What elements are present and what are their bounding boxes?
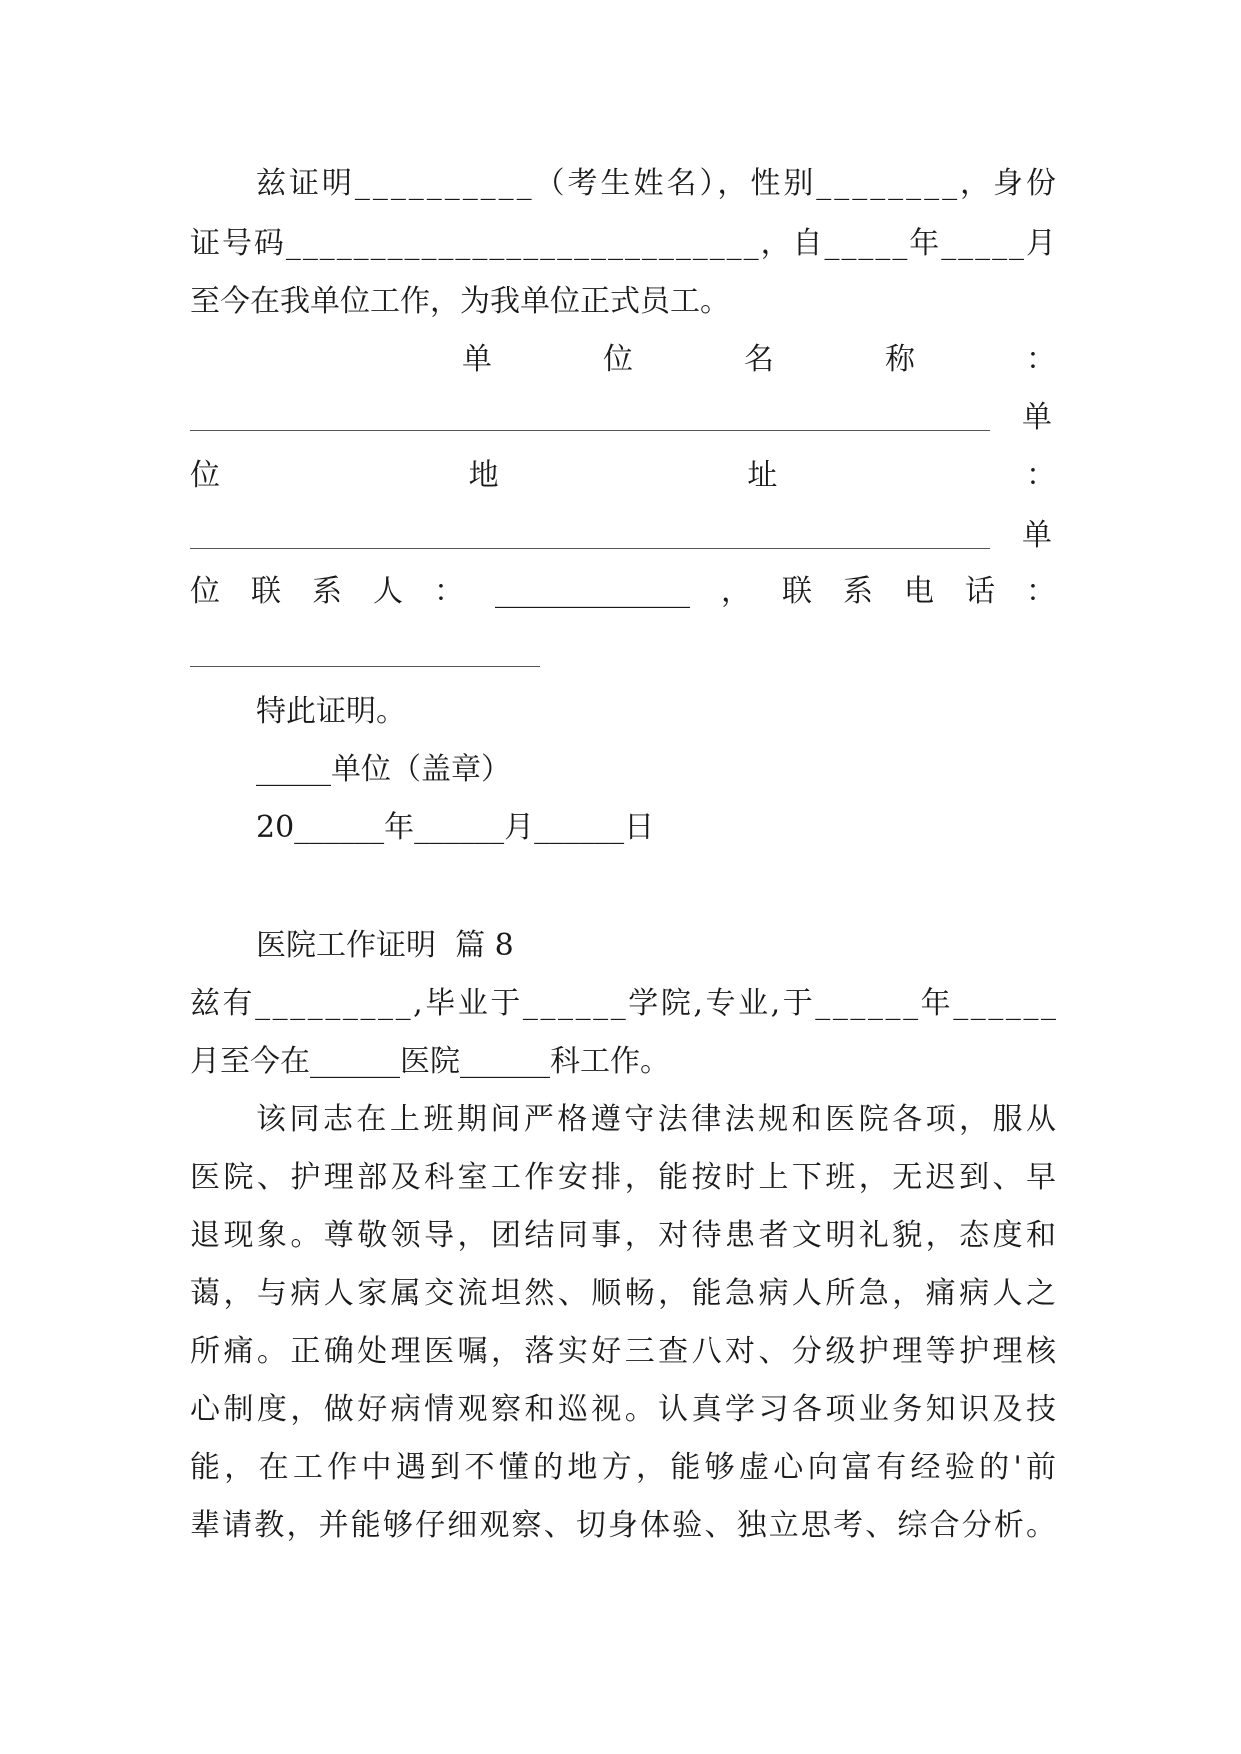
- unit-address-label: [190, 456, 1056, 496]
- p2-line-8: [190, 1390, 1060, 1430]
- contact-char: 联: [251, 574, 281, 609]
- contact-char: 系: [843, 574, 873, 609]
- p2-line-7-text: 所痛。正确处理医嘱，落实好三查八对、分级护理等护理核: [190, 1334, 1060, 1369]
- contact-char: 位: [190, 574, 220, 609]
- unit-name-char: ：: [1026, 342, 1056, 377]
- p2-line-4: [190, 1158, 1060, 1198]
- p1-line-3: 至今在我单位工作，为我单位正式员工。: [190, 284, 730, 319]
- unit-address-char: 址: [747, 458, 778, 493]
- p2-line-1-text: 兹有_________,毕业于______学院,专业,于______年______: [190, 986, 1059, 1021]
- p1-line-1: [256, 164, 1059, 204]
- seal-line: _____单位（盖章）: [256, 752, 511, 787]
- contact-person-blank: _____________: [495, 574, 690, 609]
- p2-line-1: [190, 984, 1059, 1024]
- contact-char: 电: [904, 574, 934, 609]
- contact-char: 话: [965, 574, 995, 609]
- closing-text: 特此证明。: [256, 694, 406, 729]
- p2-line-3: [256, 1100, 1060, 1140]
- p2-line-6: [190, 1274, 1060, 1314]
- contact-char: ，: [721, 574, 751, 609]
- p2-line-8-text: 心制度，做好病情观察和巡视。认真学习各项业务知识及技: [190, 1392, 1060, 1427]
- p2-line-4-text: 医院、护理部及科室工作安排，能按时上下班，无迟到、早: [190, 1160, 1060, 1195]
- unit-name-char: 单: [462, 342, 492, 377]
- p2-line-9: [190, 1448, 1061, 1488]
- contact-char: 人: [373, 574, 403, 609]
- p2-line-9-text: 能，在工作中遇到不懂的地方，能够虚心向富有经验的'前: [190, 1450, 1061, 1485]
- contact-phone-blank: [190, 666, 540, 667]
- contact-char: ：: [1026, 574, 1056, 609]
- p2-line-10: [190, 1506, 1059, 1546]
- unit-address-blank: [190, 548, 990, 549]
- p2-line-2: 月至今在______医院______科工作。: [190, 1044, 670, 1079]
- unit-name-char: 位: [603, 342, 633, 377]
- p2-line-5: [190, 1216, 1060, 1256]
- unit-name-label: [462, 340, 1056, 380]
- p2-line-7: [190, 1332, 1060, 1372]
- p2-line-3-text: 该同志在上班期间严格遵守法律法规和医院各项，服从: [256, 1102, 1060, 1137]
- contact-row: [190, 572, 1056, 612]
- p2-line-5-text: 退现象。尊敬领导，团结同事，对待患者文明礼貌，态度和: [190, 1218, 1060, 1253]
- unit-char-2: 单: [1022, 518, 1052, 553]
- unit-name-blank: [190, 430, 990, 431]
- unit-address-char: 地: [468, 458, 499, 493]
- p1-line-1-text: 兹证明__________（考生姓名），性别________，身份: [256, 166, 1059, 201]
- p1-line-2: [190, 224, 1056, 264]
- unit-address-char: ：: [1025, 458, 1056, 493]
- date-line: 20______年______月______日: [256, 810, 655, 845]
- unit-name-char: 名: [744, 342, 774, 377]
- section-title: 医院工作证明 篇 8: [256, 928, 514, 963]
- contact-char: ：: [434, 574, 464, 609]
- unit-name-char: 称: [885, 342, 915, 377]
- p1-line-2-text: 证号码____________________________，自_____年_____月: [190, 226, 1058, 261]
- contact-char: 联: [782, 574, 812, 609]
- p2-line-10-text: 辈请教，并能够仔细观察、切身体验、独立思考、综合分析。: [190, 1508, 1059, 1543]
- unit-address-char: 位: [190, 458, 220, 493]
- unit-char-1: 单: [1022, 400, 1052, 435]
- p2-line-6-text: 蔼，与病人家属交流坦然、顺畅，能急病人所急，痛病人之: [190, 1276, 1060, 1311]
- contact-char: 系: [312, 574, 342, 609]
